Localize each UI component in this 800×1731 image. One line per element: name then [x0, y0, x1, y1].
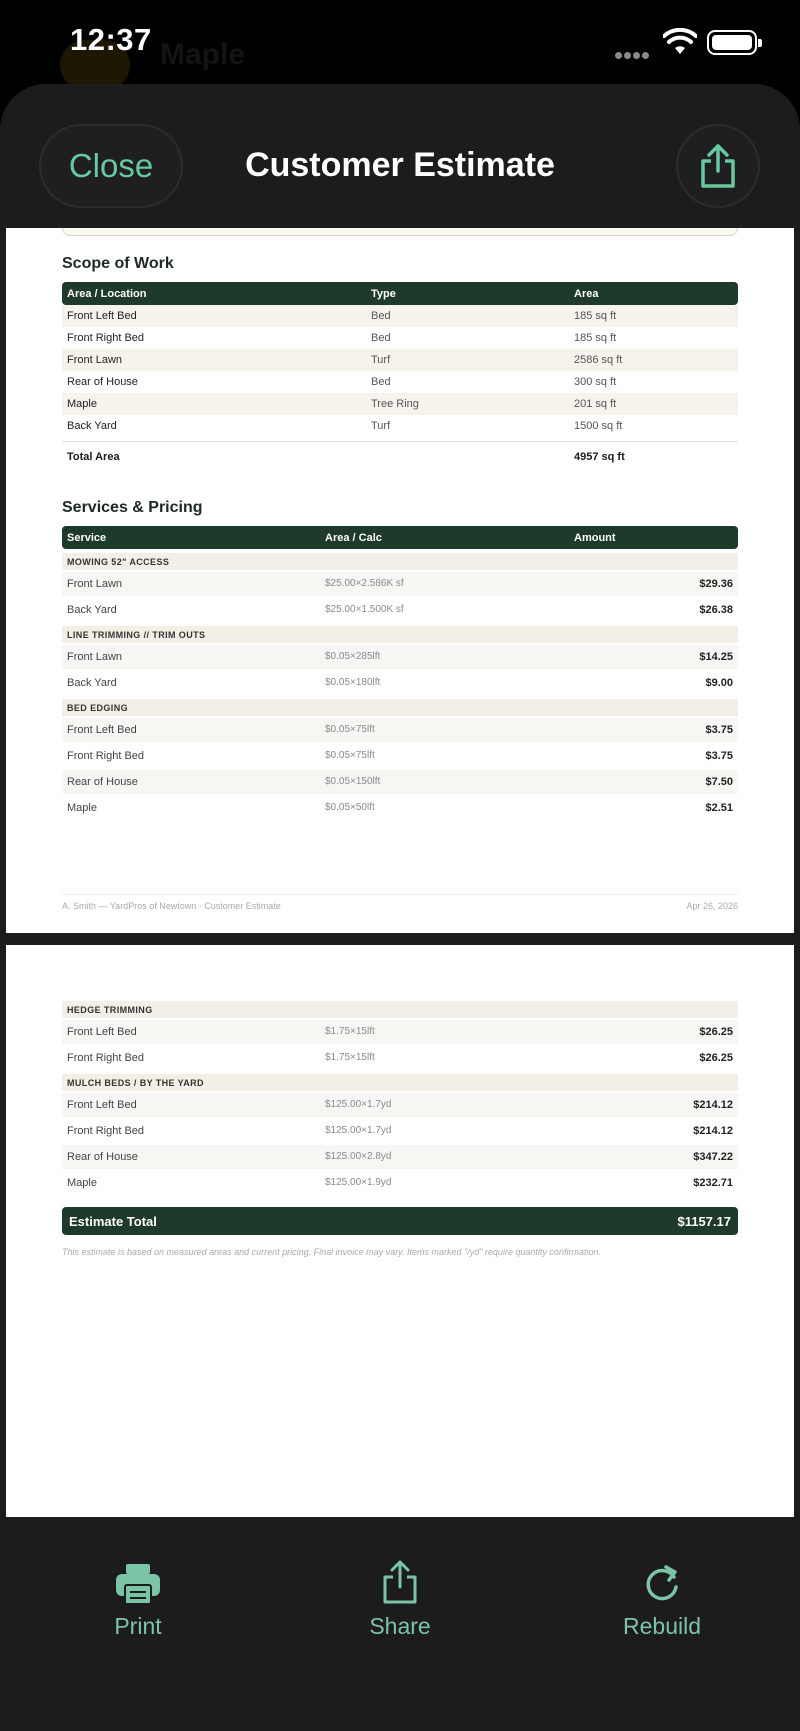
background-app-title: Maple: [160, 38, 246, 71]
row-location: Front Right Bed: [67, 332, 145, 344]
table-row: [62, 393, 738, 415]
row-type: Bed: [371, 332, 391, 344]
bottom-toolbar: [0, 1517, 800, 1731]
estimate-note: This estimate is based on measured areas and current pricing. Final invoice may vary. Items marked "/yd" require quantity confirmation.: [62, 1247, 601, 1257]
service-row: [62, 1020, 738, 1044]
service-item-name: Maple: [67, 802, 97, 814]
table-row: [62, 305, 738, 327]
estimate-total-value: $1157.17: [677, 1214, 731, 1229]
row-location: Front Lawn: [67, 354, 123, 366]
service-row: [62, 598, 738, 622]
services-table-header: [62, 526, 738, 549]
rebuild-label: Rebuild: [623, 1613, 701, 1639]
service-item-name: Front Left Bed: [67, 724, 137, 736]
scope-section: [62, 255, 738, 469]
service-item-name: Rear of House: [67, 776, 138, 788]
service-item-name: Front Lawn: [67, 651, 123, 663]
service-item-amount: $26.25: [699, 1052, 733, 1064]
estimate-total-bar: [62, 1207, 738, 1235]
row-type: Bed: [371, 376, 391, 388]
service-item-name: Back Yard: [67, 677, 117, 689]
service-item-calc: $25.00×1.500K sf: [325, 604, 404, 615]
service-row: [62, 1145, 738, 1169]
service-item-calc: $0.05×150lft: [325, 776, 381, 787]
service-item-name: Front Right Bed: [67, 1125, 145, 1137]
share-button[interactable]: [330, 1555, 470, 1640]
service-item-amount: $29.36: [699, 578, 733, 590]
row-type: Turf: [371, 354, 391, 366]
service-item-name: Rear of House: [67, 1151, 138, 1163]
service-item-amount: $214.12: [693, 1099, 733, 1111]
service-item-amount: $232.71: [693, 1177, 733, 1189]
service-item-amount: $7.50: [705, 776, 733, 788]
service-item-name: Front Lawn: [67, 578, 123, 590]
service-item-calc: $0.05×285lft: [325, 651, 381, 662]
service-category: [62, 699, 738, 716]
service-item-calc: $1.75×15lft: [325, 1026, 375, 1037]
service-row: [62, 796, 738, 820]
refresh-icon: [642, 1563, 682, 1605]
share-icon: [381, 1559, 419, 1605]
service-category: [62, 626, 738, 643]
service-item-amount: $2.51: [705, 802, 733, 814]
share-icon: [698, 143, 738, 189]
service-category-label: MULCH BEDS / BY THE YARD: [67, 1078, 204, 1088]
service-category: [62, 553, 738, 570]
col-area-location: Area / Location: [67, 288, 147, 300]
service-category: [62, 1074, 738, 1091]
table-row: [62, 371, 738, 393]
row-area: 1500 sq ft: [574, 420, 623, 432]
services-continued: [62, 997, 738, 1257]
services-groups-page-1: [62, 553, 738, 820]
printer-icon: [115, 1563, 161, 1605]
service-category-label: HEDGE TRIMMING: [67, 1005, 153, 1015]
service-item-name: Front Left Bed: [67, 1099, 137, 1111]
services-section: [62, 499, 738, 820]
scope-rows: [62, 305, 738, 437]
service-item-name: Front Right Bed: [67, 1052, 145, 1064]
document-page-2[interactable]: [6, 945, 794, 1518]
service-category-label: BED EDGING: [67, 703, 129, 713]
service-row: [62, 744, 738, 768]
service-item-name: Maple: [67, 1177, 97, 1189]
service-item-amount: $3.75: [705, 750, 733, 762]
row-location: Maple: [67, 398, 97, 410]
row-type: Tree Ring: [371, 398, 419, 410]
service-item-calc: $125.00×1.7yd: [325, 1125, 392, 1136]
table-row: [62, 415, 738, 437]
col-type: Type: [371, 288, 396, 300]
row-area: 2586 sq ft: [574, 354, 623, 366]
battery-icon: [707, 30, 757, 55]
row-area: 185 sq ft: [574, 310, 617, 322]
col-service: Service: [67, 532, 107, 544]
col-area-calc: Area / Calc: [325, 532, 382, 544]
service-row: [62, 718, 738, 742]
page-footer: [62, 894, 738, 914]
service-row: [62, 645, 738, 669]
close-button[interactable]: Close: [39, 124, 183, 208]
service-item-calc: $0.05×75lft: [325, 724, 375, 735]
service-row: [62, 1171, 738, 1195]
share-top-button[interactable]: [676, 124, 760, 208]
services-title: Services & Pricing: [62, 499, 203, 516]
service-item-calc: $0.05×75lft: [325, 750, 375, 761]
service-item-amount: $26.38: [699, 604, 733, 616]
service-item-name: Front Right Bed: [67, 750, 145, 762]
print-label: Print: [114, 1613, 162, 1639]
footer-date: Apr 26, 2026: [686, 901, 738, 911]
service-item-calc: $0.05×50lft: [325, 802, 375, 813]
nav-bar: [0, 84, 800, 228]
print-button[interactable]: [68, 1555, 208, 1640]
previous-card-edge: [62, 228, 738, 236]
scope-title: Scope of Work: [62, 255, 174, 272]
service-row: [62, 572, 738, 596]
total-area-label: Total Area: [67, 451, 120, 463]
table-row: [62, 327, 738, 349]
row-location: Rear of House: [67, 376, 138, 388]
document-page-1[interactable]: [6, 228, 794, 933]
page-title: Customer Estimate: [245, 146, 555, 184]
table-row: [62, 349, 738, 371]
service-row: [62, 1093, 738, 1117]
share-label: Share: [369, 1613, 431, 1639]
row-type: Bed: [371, 310, 391, 322]
service-row: [62, 770, 738, 794]
row-area: 185 sq ft: [574, 332, 617, 344]
row-type: Turf: [371, 420, 391, 432]
row-location: Back Yard: [67, 420, 117, 432]
service-category-label: MOWING 52" ACCESS: [67, 557, 170, 567]
total-area-value: 4957 sq ft: [574, 451, 625, 463]
service-item-amount: $3.75: [705, 724, 733, 736]
service-category: [62, 1001, 738, 1018]
service-category-label: LINE TRIMMING // TRIM OUTS: [67, 630, 206, 640]
service-item-calc: $125.00×1.7yd: [325, 1099, 392, 1110]
service-row: [62, 1119, 738, 1143]
service-item-amount: $9.00: [705, 677, 733, 689]
service-item-amount: $26.25: [699, 1026, 733, 1038]
services-groups-page-2: [62, 1001, 738, 1195]
total-area-row: [62, 441, 738, 469]
scope-table-header: [62, 282, 738, 305]
row-location: Front Left Bed: [67, 310, 137, 322]
wifi-icon: [663, 28, 697, 56]
service-row: [62, 1046, 738, 1070]
service-item-amount: $14.25: [699, 651, 733, 663]
service-item-calc: $0.05×180lft: [325, 677, 381, 688]
service-item-name: Front Left Bed: [67, 1026, 137, 1038]
row-area: 300 sq ft: [574, 376, 617, 388]
service-row: [62, 671, 738, 695]
service-item-amount: $347.22: [693, 1151, 733, 1163]
service-item-amount: $214.12: [693, 1125, 733, 1137]
footer-left: A. Smith — YardPros of Newtown · Customer Estimate: [62, 901, 281, 911]
service-item-calc: $1.75×15lft: [325, 1052, 375, 1063]
col-amount: Amount: [574, 532, 616, 544]
rebuild-button[interactable]: [592, 1555, 732, 1640]
col-area: Area: [574, 288, 599, 300]
service-item-calc: $125.00×1.9yd: [325, 1177, 392, 1188]
status-time: 12:37: [70, 22, 152, 57]
service-item-name: Back Yard: [67, 604, 117, 616]
estimate-total-label: Estimate Total: [69, 1214, 157, 1229]
service-item-calc: $25.00×2.586K sf: [325, 578, 404, 589]
cellular-signal-icon: [615, 46, 655, 56]
row-area: 201 sq ft: [574, 398, 617, 410]
status-bar: [0, 0, 800, 90]
service-item-calc: $125.00×2.8yd: [325, 1151, 392, 1162]
